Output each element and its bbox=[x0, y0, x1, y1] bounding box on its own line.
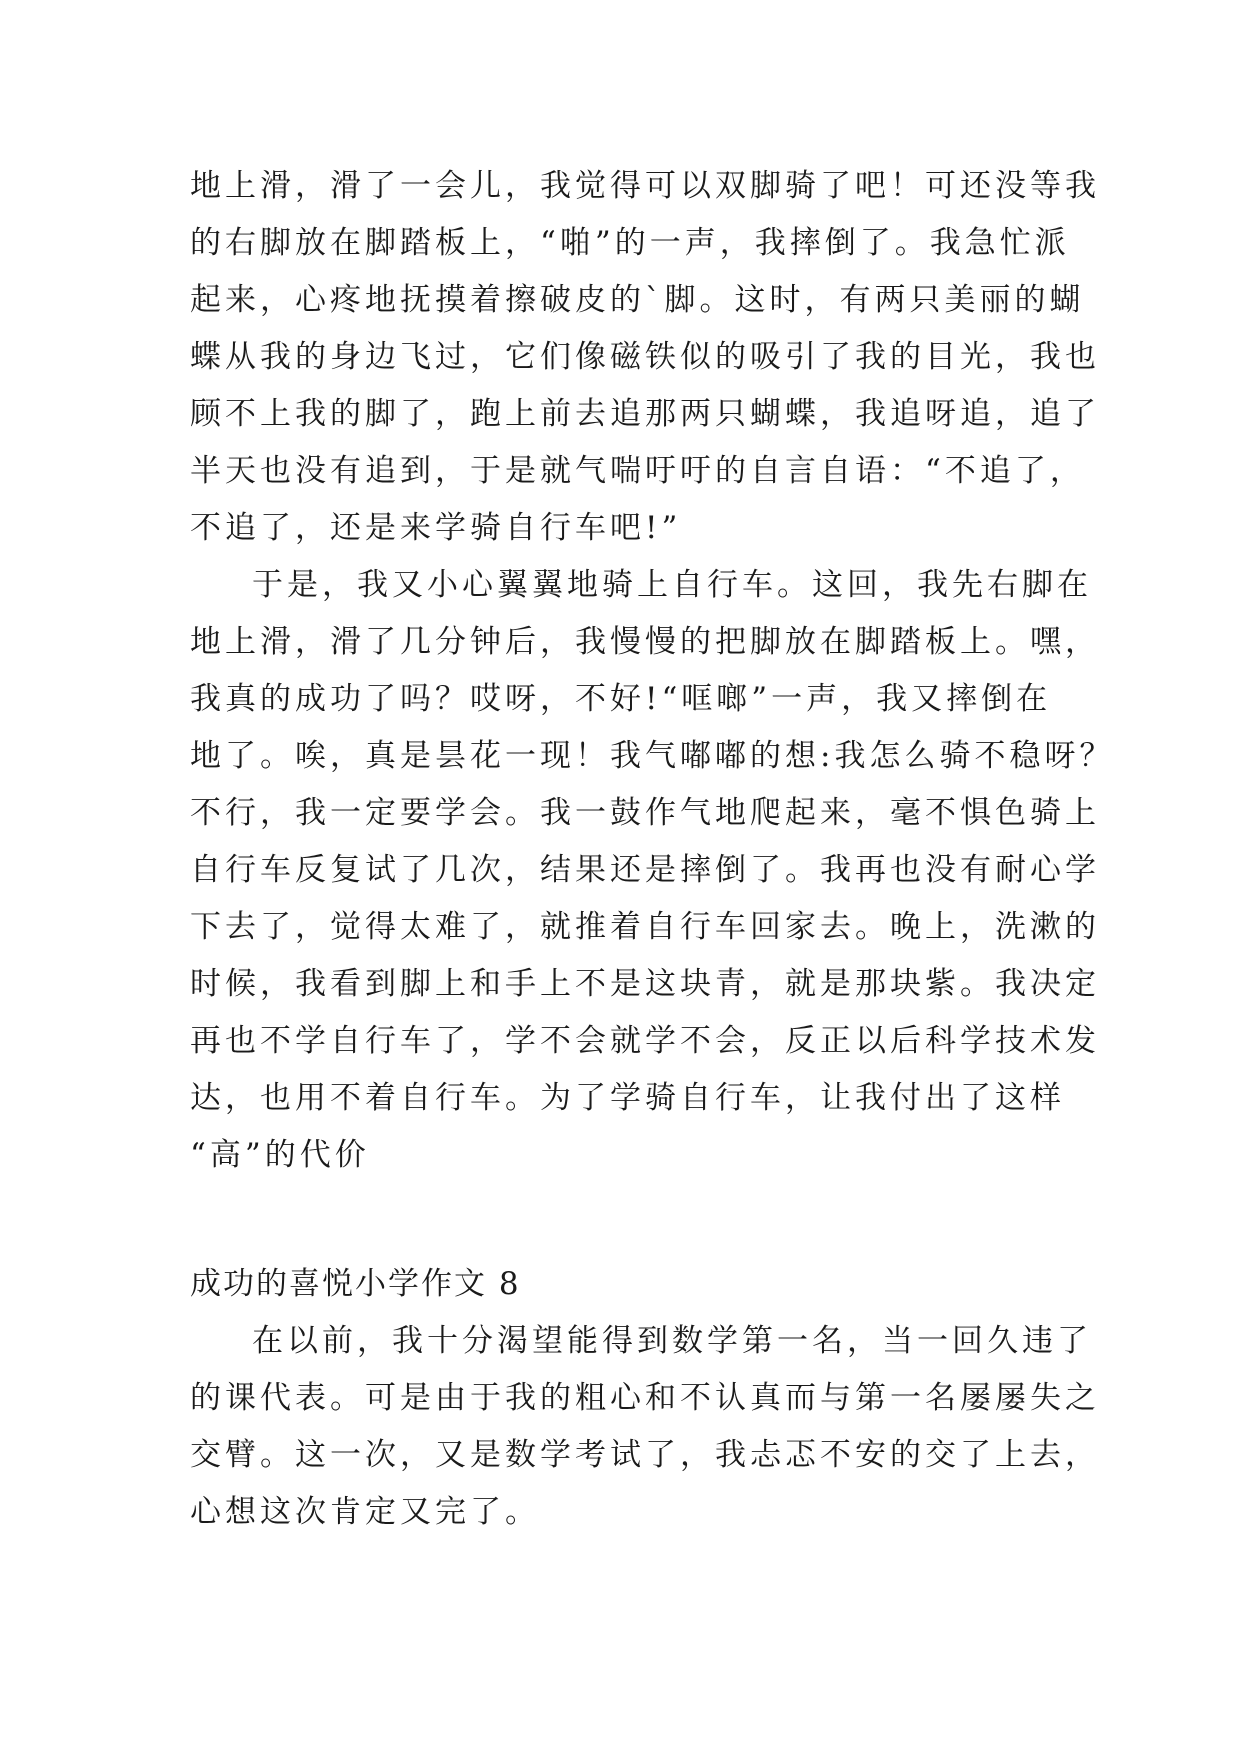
paragraph-line: 再也不学自行车了，学不会就学不会，反正以后科学技术发 bbox=[190, 1023, 1100, 1059]
paragraph-line: 交臂。这一次，又是数学考试了，我忐忑不安的交了上去， bbox=[190, 1437, 1100, 1473]
paragraph-line: 于是，我又小心翼翼地骑上自行车。这回，我先右脚在 bbox=[252, 567, 1092, 603]
paragraph-line: 的右脚放在脚踏板上，“啪”的一声，我摔倒了。我急忙派 bbox=[190, 225, 1070, 261]
paragraph-line: “高”的代价 bbox=[190, 1137, 370, 1173]
paragraph-line: 地了。唉，真是昙花一现！我气嘟嘟的想:我怎么骑不稳呀？ bbox=[190, 738, 1115, 774]
paragraph-line: 心想这次肯定又完了。 bbox=[190, 1494, 540, 1530]
paragraph-line: 地上滑，滑了几分钟后，我慢慢的把脚放在脚踏板上。嘿， bbox=[190, 624, 1100, 660]
paragraph-line: 不追了，还是来学骑自行车吧!” bbox=[190, 510, 682, 546]
paragraph-line: 时候，我看到脚上和手上不是这块青，就是那块紫。我决定 bbox=[190, 966, 1100, 1002]
paragraph-line: 在以前，我十分渴望能得到数学第一名，当一回久违了 bbox=[252, 1323, 1092, 1359]
paragraph-line: 地上滑，滑了一会儿，我觉得可以双脚骑了吧！可还没等我 bbox=[190, 168, 1100, 204]
paragraph-line: 半天也没有追到，于是就气喘吁吁的自言自语：“不追了， bbox=[190, 453, 1085, 489]
paragraph-line: 下去了，觉得太难了，就推着自行车回家去。晚上，洗漱的 bbox=[190, 909, 1100, 945]
paragraph-line: 我真的成功了吗？哎呀，不好!“哐啷”一声，我又摔倒在 bbox=[190, 681, 1052, 717]
paragraph-line: 不行，我一定要学会。我一鼓作气地爬起来，毫不惧色骑上 bbox=[190, 795, 1100, 831]
paragraph-line: 蝶从我的身边飞过，它们像磁铁似的吸引了我的目光，我也 bbox=[190, 339, 1100, 375]
section-heading: 成功的喜悦小学作文 8 bbox=[190, 1266, 521, 1302]
paragraph-line: 的课代表。可是由于我的粗心和不认真而与第一名屡屡失之 bbox=[190, 1380, 1100, 1416]
paragraph-line: 起来，心疼地抚摸着擦破皮的`脚。这时，有两只美丽的蝴 bbox=[190, 282, 1085, 318]
paragraph-line: 达，也用不着自行车。为了学骑自行车，让我付出了这样 bbox=[190, 1080, 1065, 1116]
paragraph-line: 自行车反复试了几次，结果还是摔倒了。我再也没有耐心学 bbox=[190, 852, 1100, 888]
paragraph-line: 顾不上我的脚了，跑上前去追那两只蝴蝶，我追呀追，追了 bbox=[190, 396, 1100, 432]
